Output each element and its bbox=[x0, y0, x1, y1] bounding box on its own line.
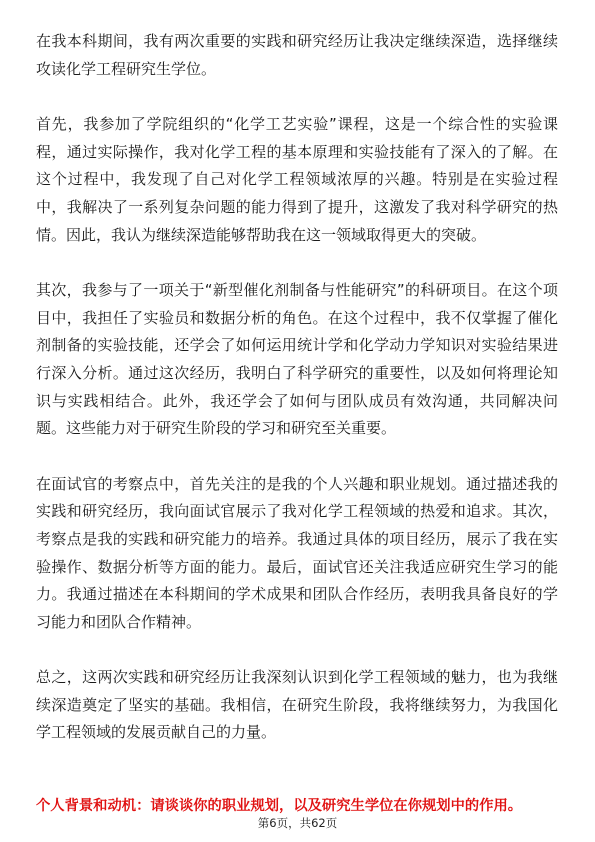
paragraph-interviewer-focus: 在面试官的考察点中，首先关注的是我的个人兴趣和职业规划。通过描述我的实践和研究经历，我向面试官展示了我对化学工程领域的热爱和追求。其次，考察点是我的实践和研究能力的培养。我通过具体的项目经历，展示了我在实验操作、数据分析等方面的能力。最后，面试官还关注我适应研究生学习的能力。我通过描述在本科期间的学术成果和团队合作经历，表明我具备良好的学习能力和团队合作精神。 bbox=[36, 474, 558, 631]
page-number: 第6页，共62页 bbox=[257, 816, 338, 830]
paragraph-intro: 在我本科期间，我有两次重要的实践和研究经历让我决定继续深造，选择继续攻读化学工程研究生学位。 bbox=[36, 32, 558, 78]
next-question-heading: 个人背景和动机：请谈谈你的职业规划，以及研究生学位在你规划中的作用。 bbox=[36, 798, 523, 814]
paragraph-second-experience: 其次，我参与了一项关于“新型催化剂制备与性能研究”的科研项目。在这个项目中，我担任了实验员和数据分析的角色。在这个过程中，我不仅掌握了催化剂制备的实验技能，还学会了如何运用统计学和化学动力学知识对实验结果进行深入分析。通过这次经历，我明白了科学研究的重要性，以及如何将理论知识与实践相结合。此外，我还学会了如何与团队成员有效沟通，共同解决问题。这些能力对于研究生阶段的学习和研究至关重要。 bbox=[36, 281, 558, 438]
paragraph-first-experience: 首先，我参加了学院组织的“化学工艺实验”课程，这是一个综合性的实验课程，通过实际操作，我对化学工程的基本原理和实验技能有了深入的了解。在这个过程中，我发现了自己对化学工程领域浓厚的兴趣。特别是在实验过程中，我解决了一系列复杂问题的能力得到了提升，这激发了我对科学研究的热情。因此，我认为继续深造能够帮助我在这一领域取得更大的突破。 bbox=[36, 115, 558, 244]
paragraph-conclusion: 总之，这两次实践和研究经历让我深刻认识到化学工程领域的魅力，也为我继续深造奠定了坚实的基础。我相信，在研究生阶段，我将继续努力，为我国化学工程领域的发展贡献自己的力量。 bbox=[36, 668, 558, 742]
document-body bbox=[36, 28, 558, 747]
